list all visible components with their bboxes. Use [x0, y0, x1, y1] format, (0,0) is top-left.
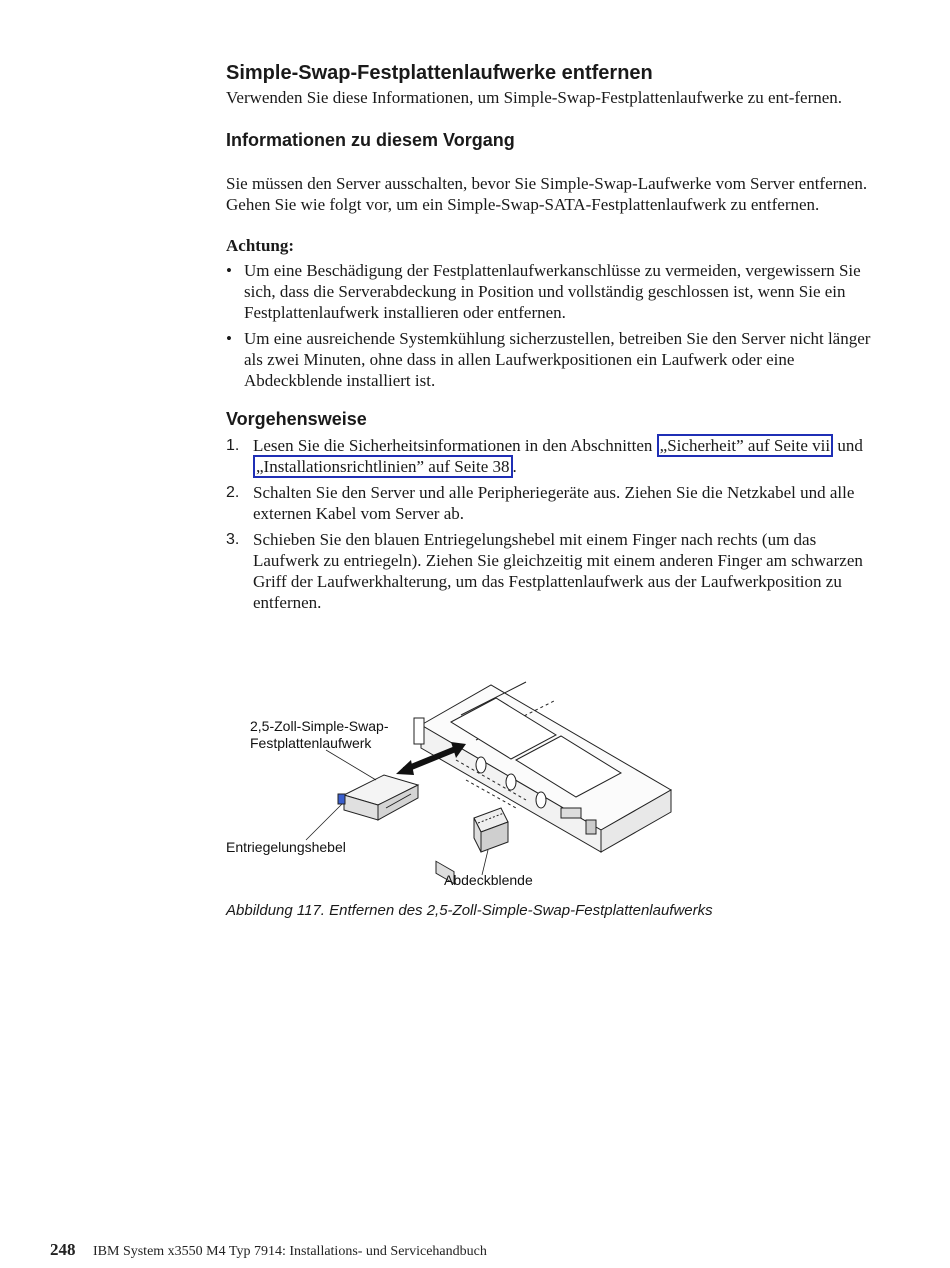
figure-caption: Abbildung 117. Entfernen des 2,5-Zoll-Simple-Swap-Festplattenlaufwerks [226, 902, 713, 919]
release-lever [338, 794, 345, 804]
step-number: 1. [226, 437, 240, 454]
attention-item: • Um eine ausreichende Systemkühlung sicherzustellen, betreiben Sie den Server nicht länger als zwei Minuten, ohne dass in allen Laufwerkpositionen ein Laufwerk oder eine Abdeckblende installiert ist. [226, 329, 871, 390]
link-sicherheit[interactable]: „Sicherheit” auf Seite vii [657, 434, 833, 457]
step-number: 2. [226, 484, 240, 501]
attention-item: • Um eine Beschädigung der Festplattenlaufwerkanschlüsse zu vermeiden, vergewissern Sie sich, dass die Serverabdeckung in Position und vollständig geschlossen ist, wenn Sie ein Festplattenlaufwerk installieren oder entfernen. [226, 261, 861, 322]
label-filler: Abdeckblende [444, 872, 533, 888]
leader-drive [326, 750, 376, 780]
info-text: Sie müssen den Server ausschalten, bevor Sie Simple-Swap-Laufwerke vom Server entfernen. Gehen Sie wie folgt vor, um ein Simple-Swap-SATA-Festplattenlaufwerk zu entfernen. [226, 174, 868, 214]
step-item: 3. Schieben Sie den blauen Entriegelungshebel mit einem Finger nach rechts (um das Laufwerk zu entriegeln). Ziehen Sie gleichzeitig mit einem anderen Finger am schwarzen Griff der Laufwerkhalterung, um das Festplattenlaufwerk aus der Laufwerkposition zu entfernen. [226, 530, 863, 612]
filler-panel [474, 808, 508, 852]
attention-label: Achtung: [226, 236, 295, 255]
info-heading: Informationen zu diesem Vorgang [226, 130, 515, 150]
figure-drive-removal [226, 680, 686, 890]
label-lever: Entriegelungshebel [226, 839, 346, 855]
step-item: 1. Lesen Sie die Sicherheitsinformationen in den Abschnitten „Sicherheit” auf Seite vii und „Installationsrichtlinien” auf Seite 38 . [226, 436, 863, 476]
attention-list [226, 260, 881, 391]
label-drive: 2,5-Zoll-Simple-Swap- Festplattenlaufwerk [250, 718, 389, 751]
page-title: Simple-Swap-Festplattenlaufwerke entfernen [226, 62, 653, 84]
page-content [226, 60, 881, 618]
server-illustration [226, 680, 686, 890]
leader-lever [306, 804, 342, 840]
bullet-icon: • [226, 261, 232, 280]
step-item: 2. Schalten Sie den Server und alle Peripheriegeräte aus. Ziehen Sie die Netzkabel und alle externen Kabel vom Server ab. [226, 483, 855, 523]
page-footer [50, 1240, 487, 1260]
intro-text: Verwenden Sie diese Informationen, um Simple-Swap-Festplattenlaufwerke zu ent-fernen. [226, 88, 843, 107]
hard-drive [338, 775, 418, 820]
link-installationsrichtlinien[interactable]: „Installationsrichtlinien” auf Seite 38 [253, 455, 513, 478]
page-number: 248 [50, 1240, 76, 1259]
procedure-heading: Vorgehensweise [226, 409, 367, 429]
step-number: 3. [226, 531, 240, 548]
footer-text: IBM System x3550 M4 Typ 7914: Installations- und Servicehandbuch [93, 1244, 487, 1259]
bullet-icon: • [226, 329, 232, 348]
procedure-steps [226, 435, 881, 613]
